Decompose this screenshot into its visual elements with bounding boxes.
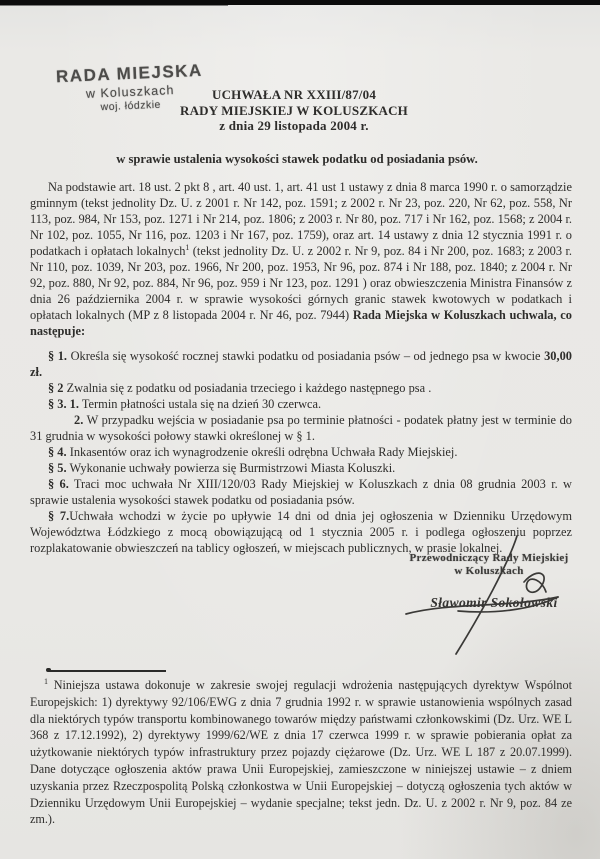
resolution-title-block: [0, 87, 594, 134]
footnote-text: Niniejsza ustawa dokonuje w zakresie swojej regulacji wdrożenia następujących dyrektyw Wspólnot Europejskich: 1) dyrektywy 92/106/EWG z dnia 7 grudnia 1992 r. w sprawie ustanowienia wspólnych zasad dla niektórych typów transportu kombinowanego towarów między państwami członkowskimi (Dz. Urz. WE L 368 z 17.12.1992), 2) dyrektywy 1999/62/WE z dnia 17 czerwca 1999 r. w sprawie pobierania opłat za użytkowanie niektórych typów infrastruktury przez pojazdy ciężarowe (Dz. Urz. WE L 187 z 20.07.1999). Dane dotyczące ogłoszenia aktów prawa Unii Europejskiej, zamieszczone w niniejszej ustawie – z dniem uzyskania przez Rzeczpospolitą Polską członkostwa w Unii Europejskiej – dotyczą ogłoszenia tych aktów w Dzienniku Urzędowym Unii Europejskiej – wydanie specjalne; tekst jedn. Dz. U. z 2002 r. Nr 9, poz. 84 ze zm.).: [30, 678, 573, 827]
section-4: [30, 444, 572, 460]
section-2-label: § 2: [48, 381, 64, 395]
stamp-org-voivodeship: woj. łódzkie: [100, 98, 162, 114]
section-3-point-2-label: 2.: [74, 413, 84, 427]
section-3-text: Termin płatności ustala się na dzień 30 czerwca.: [78, 397, 322, 411]
signatory-role-line2: w Koluszkach: [454, 564, 524, 577]
section-5-label: § 5.: [48, 461, 67, 475]
resolution-subject: w sprawie ustalenia wysokości stawek podatku od posiadania psów.: [116, 152, 478, 166]
footnote-reference-mark: 1: [185, 242, 190, 252]
signature-block: [396, 552, 582, 667]
section-1-text: Określa się wysokość rocznej stawki podatku od posiadania psów – od jednego psa w kwocie: [67, 349, 545, 363]
preamble-text-continued: (tekst jednolity Dz. U. z 2002 r. Nr 9, poz. 84 i Nr 200, poz. 1683; z 2003 r. Nr 110, poz. 1039, Nr 203, poz. 1966, Nr 200, poz. 1953, Nr 96, poz. 874 i Nr 188, poz. 1840; z 2004 r. Nr 92, poz. 880, Nr 92, poz. 884, Nr 96, poz. 959 i Nr 123, poz. 1291 ) oraz obwieszczenia Ministra Finansów z dnia 26 października 2004 r. w sprawie wysokości górnych granic stawek kwotowych w podatkach i opłatach lokalnych (MP z 8 listopada 2004 r. Nr 46, poz. 7944): [30, 244, 573, 322]
section-6-text: Traci moc uchwała Nr XIII/120/03 Rady Miejskiej w Koluszkach z dnia 08 grudnia 2003 r. w sprawie ustalenia wysokości stawek podatku od posiadania psów.: [30, 477, 572, 507]
enacting-clause: Rada Miejska w Koluszkach uchwala, co następuje:: [30, 308, 572, 338]
section-1: [30, 348, 572, 380]
resolution-date: z dnia 29 listopada 2004 r.: [219, 118, 369, 133]
signatory-role-line1: Przewodniczący Rady Miejskiej: [409, 552, 569, 564]
section-3-point-2-text: W przypadku wejścia w posiadanie psa po terminie płatności - podatek płatny jest w terminie do 31 grudnia w wysokości połowy stawki określonej w § 1.: [30, 413, 572, 443]
section-1-amount: 30,00 zł.: [30, 349, 572, 379]
section-4-label: § 4.: [48, 445, 67, 459]
footnote-separator-rule: [48, 670, 166, 672]
footnote-mark: 1: [44, 676, 48, 686]
section-4-text: Inkasentów oraz ich wynagrodzenie określi odrębna Uchwała Rady Miejskiej.: [66, 445, 458, 459]
footnote-paragraph: [30, 677, 572, 828]
section-3-label: § 3. 1.: [48, 397, 79, 411]
stamp-org-city: w Koluszkach: [85, 83, 175, 101]
section-2-text: Zwalnia się z podatku od posiadania trzeciego i każdego następnego psa .: [63, 381, 432, 395]
scan-artifact-top-bar: [0, 0, 600, 5]
resolution-body: [30, 179, 572, 556]
section-3-point-1: [30, 396, 572, 412]
section-6: [30, 476, 572, 508]
section-7-text: Uchwała wchodzi w życie po upływie 14 dni od dnia jej ogłoszenia w Dzienniku Urzędowym Województwa Łódzkiego z mocą obowiązującą od 1 stycznia 2005 r. i podlega ogłoszeniu poprzez rozplakatowanie obwieszczeń na tablicy ogłoszeń, w miejscach publicznych, w prasie lokalnej.: [30, 509, 572, 555]
section-2: [30, 380, 572, 396]
section-5: [30, 460, 572, 476]
section-3-point-2: [30, 412, 572, 444]
section-5-text: Wykonanie uchwały powierza się Burmistrzowi Miasta Koluszki.: [66, 461, 396, 475]
resolution-number: UCHWAŁA NR XXIII/87/04: [211, 87, 377, 102]
stamp-org-name: RADA MIEJSKA: [55, 60, 204, 87]
section-7-label: § 7.: [48, 509, 70, 523]
preamble-paragraph: [30, 179, 572, 339]
resolution-issuer: RADY MIEJSKIEJ W KOLUSZKACH: [179, 102, 408, 118]
signatory-name: Sławomir Sokołowski: [430, 595, 558, 610]
preamble-text: Na podstawie art. 18 ust. 2 pkt 8 , art. 40 ust. 1, art. 41 ust 1 ustawy z dnia 8 marca 1990 r. o samorządzie gminnym (tekst jednolity Dz. U. z 2001 r. Nr 142, poz. 1591; z 2002 r. Nr 23, poz. 220, Nr 62, poz. 558, Nr 113, poz. 984, Nr 153, poz. 1271 i Nr 214, poz. 1806; z 2003 r. Nr 80, poz. 717 i Nr 162, poz. 1568; z 2004 r. Nr 102, poz. 1055, Nr 116, poz. 1203 i Nr 167, poz. 1759), oraz art. 14 ustawy z dnia 12 stycznia 1991 r. o podatkach i opłatach lokalnych: [30, 180, 572, 258]
section-7: [30, 508, 572, 556]
signatory-role-stamp: [396, 552, 582, 577]
section-6-label: § 6.: [48, 477, 69, 491]
section-1-label: § 1.: [48, 349, 68, 363]
